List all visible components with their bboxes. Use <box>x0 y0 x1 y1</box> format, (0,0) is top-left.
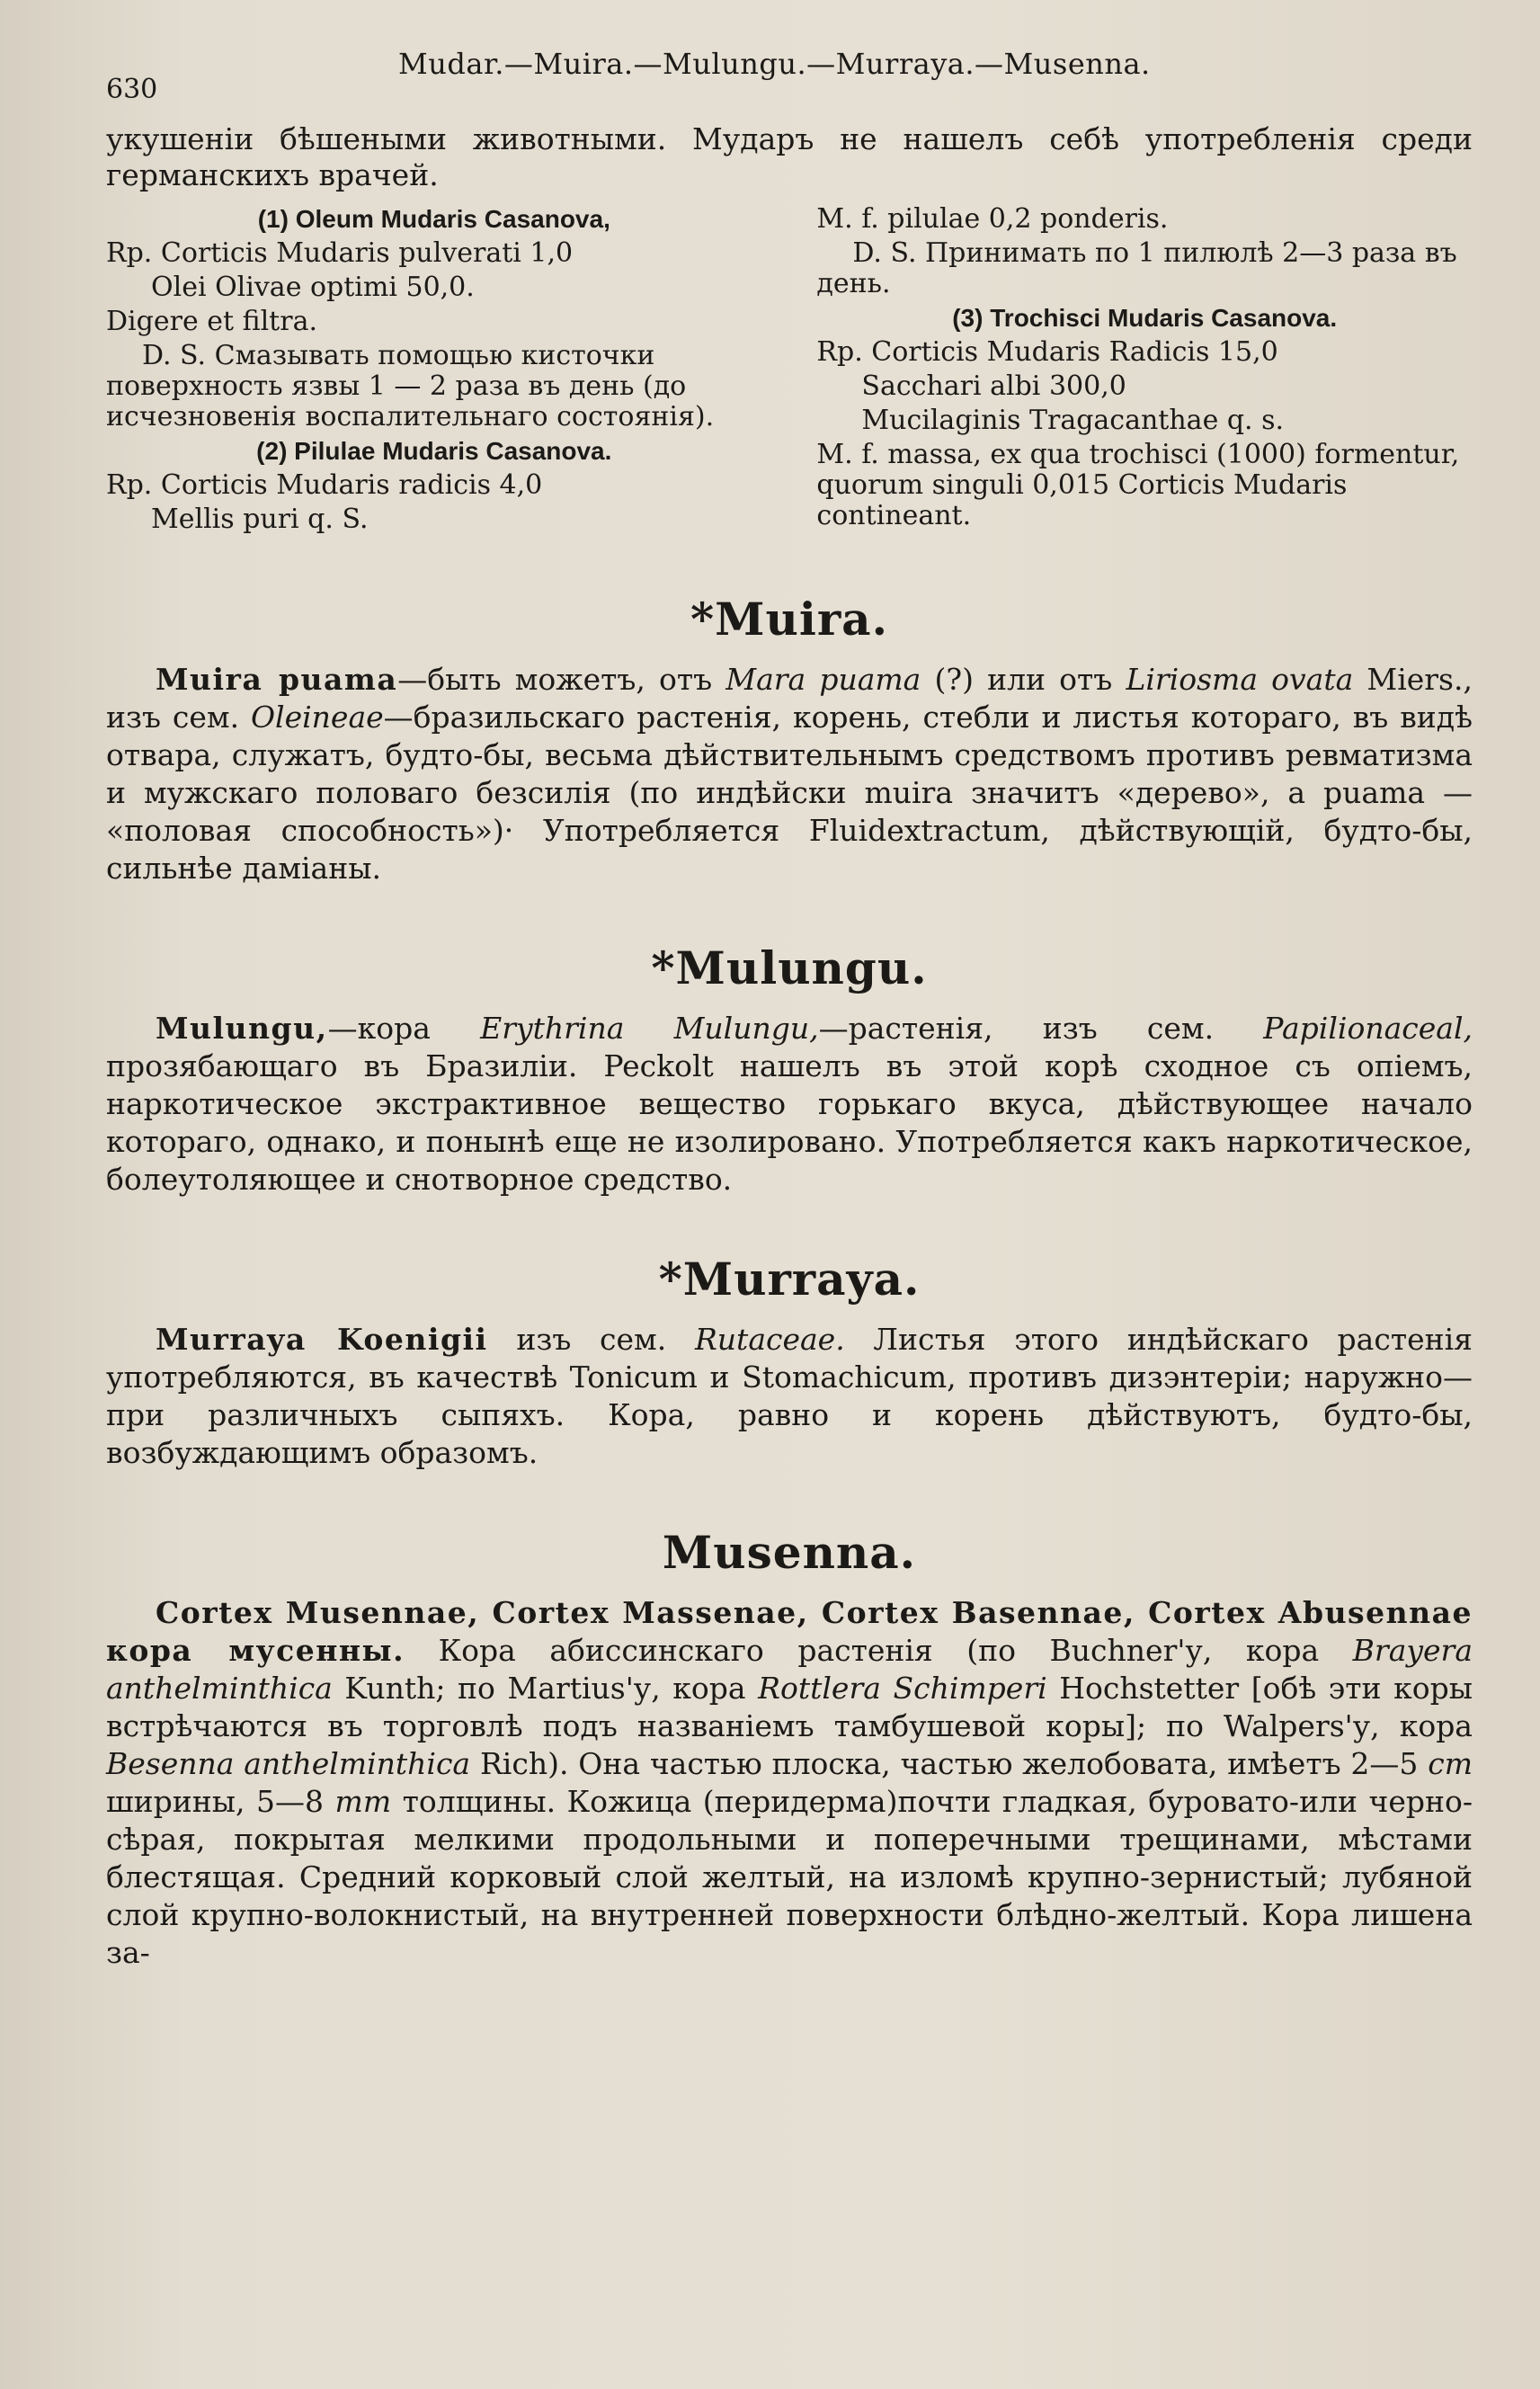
left-column <box>106 204 762 539</box>
recipe-1-signa: D. S. Смазывать помощью кисточки поверхность язвы 1 — 2 раза въ день (до исчезновенiя воспалительнаго состоянiя). <box>106 340 715 432</box>
recipes-columns <box>106 204 1473 539</box>
recipe-3-line2: Sacchari albi 300,0 <box>861 370 1126 402</box>
article-murraya: Murraya Koenigii изъ сем. Rutaceae. Листья этого индѣйскаго растенiя употребляются, въ качествѣ Tonicum и Stomachicum, противъ дизэнтерiи; наружно—при различныхъ сыпяхъ. Кора, равно и корень дѣйствуютъ, будто-бы, возбуждающимъ образомъ. <box>106 1322 1473 1470</box>
recipe-2-title: (2) Pilulae Mudaris Casanova. <box>256 437 612 465</box>
running-title: Mudar.—Muira.—Mulungu.—Murraya.—Musenna. <box>398 47 1151 81</box>
recipe-2-line2: Mellis puri q. S. <box>151 504 369 535</box>
heading-mulungu: *Mulungu. <box>651 941 928 994</box>
recipe-1-line1: Rp. Corticis Mudaris pulverati 1,0 <box>106 237 574 269</box>
right-column <box>816 204 1473 539</box>
article-musenna: Cortex Musennae, Cortex Massenae, Cortex Basennae, Cortex Abusennae кора мусенны. Кора абиссинскаго растенiя (по Buchner'у, кора Brayera anthelminthica Kunth; по Martius'у, кора Rottlera Schimperi Hochstetter [обѣ эти коры встрѣчаются въ торговлѣ подъ названiемъ тамбушевой коры]; по Walpers'у, кора Besenna anthelminthica Rich). Она частью плоска, частью желобовата, имѣетъ 2—5 cm ширины, 5—8 mm толщины. Кожица (перидерма)почти гладкая, буровато-или черно-сѣрая, покрытая мелкими продольными и поперечными трещинами, мѣстами блестящая. Средний корковый слой желтый, на изломѣ крупно-зернистый; лубяной слой крупно-волокнистый, на внутренней поверхности блѣдно-желтый. Кора лишена за- <box>106 1595 1473 1970</box>
recipe-2-signa: D. S. Принимать по 1 пилюлѣ 2—3 раза въ день. <box>816 237 1457 299</box>
recipe-1-title: (1) Oleum Mudaris Casanova, <box>257 205 610 233</box>
recipe-1-line2: Olei Olivae optimi 50,0. <box>151 272 475 303</box>
intro-text: укушенiи бѣшеными животными. Мударъ не нашелъ себѣ употребленiя среди германскихъ врачей. <box>106 121 1473 192</box>
recipe-3-title: (3) Trochisci Mudaris Casanova. <box>952 304 1338 332</box>
heading-muira: *Muira. <box>690 593 888 646</box>
recipe-3-line3: Mucilaginis Tragacanthae q. s. <box>861 405 1285 436</box>
recipe-2-line3: M. f. pilulae 0,2 ponderis. <box>816 203 1169 235</box>
heading-musenna: Musenna. <box>662 1526 917 1579</box>
recipe-2-line1: Rp. Corticis Mudaris radicis 4,0 <box>106 469 543 501</box>
recipe-3-line4: M. f. massa, ex qua trochisci (1000) formentur, quorum singuli 0,015 Corticis Mudaris contineant. <box>816 439 1460 531</box>
page-content <box>106 121 1473 1972</box>
heading-murraya: *Murraya. <box>658 1252 921 1306</box>
recipe-3-line1: Rp. Corticis Mudaris Radicis 15,0 <box>816 336 1278 368</box>
page-number: 630 <box>106 74 158 105</box>
article-mulungu: Mulungu,—кора Erythrina Mulungu,—растенiя, изъ сем. Papilionaceal, прозябающаго въ Бразилiи. Peckolt нашелъ въ этой корѣ сходное съ опiемъ, наркотическое экстрактивное вещество горькаго вкуса, дѣйствующее начало котораго, однако, и понынѣ еще не изолировано. Употребляется какъ наркотическое, болеутоляющее и снотворное средство. <box>106 1011 1473 1197</box>
page-header <box>106 47 1473 105</box>
article-muira: Muira puama—быть можетъ, отъ Mara puama (?) или отъ Liriosma ovata Miers., изъ сем. Oleineae—бразильскаго растенiя, корень, стебли и листья котораго, въ видѣ отвара, служатъ, будто-бы, весьма дѣйствительнымъ средствомъ противъ ревматизма и мужскаго половаго безсилiя (по индѣйски muira значитъ «дерево», а puama — «половая способность»)· Употребляется Fluidextractum, дѣйствующiй, будто-бы, сильнѣе дамiаны. <box>106 662 1473 886</box>
recipe-1-line3: Digere et filtra. <box>106 306 318 337</box>
